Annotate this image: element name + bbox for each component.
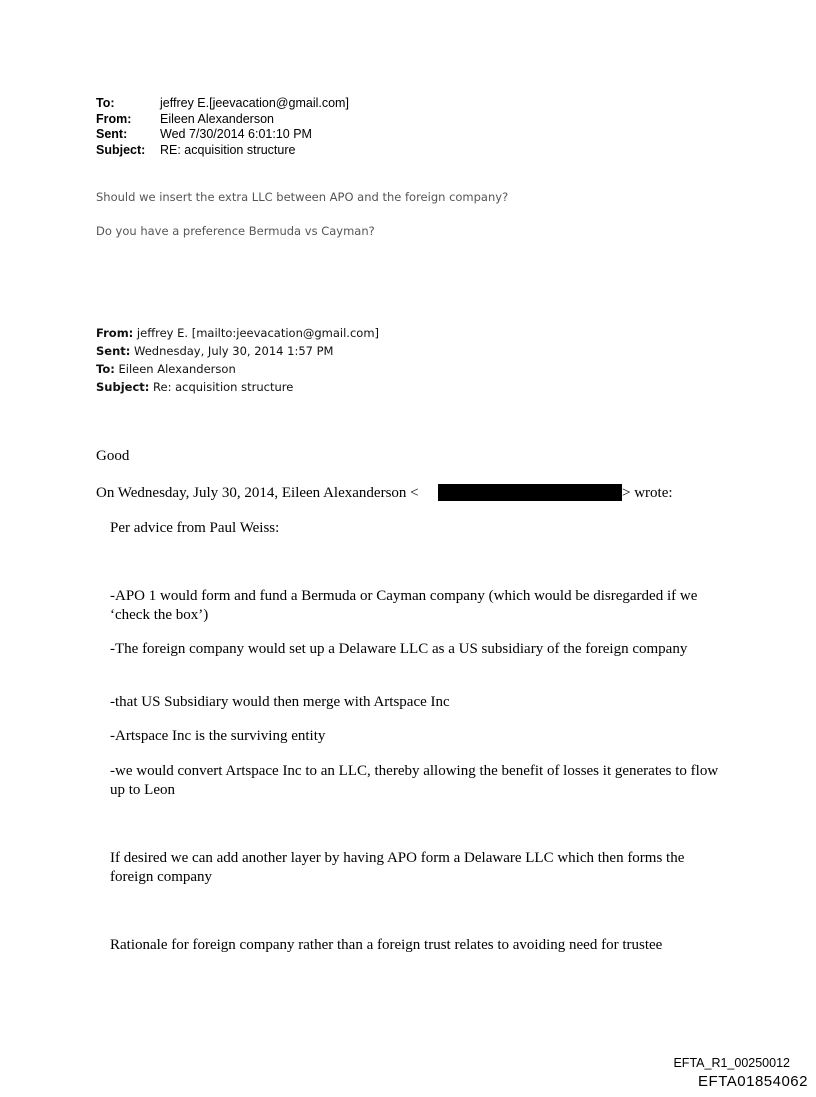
- bates-number-1: EFTA_R1_00250012: [673, 1056, 790, 1070]
- sent-value: Wed 7/30/2014 6:01:10 PM: [160, 127, 312, 141]
- quoted-sent-value: Wednesday, July 30, 2014 1:57 PM: [130, 344, 334, 358]
- from-value: Eileen Alexanderson: [160, 111, 274, 126]
- bullet-5: -we would convert Artspace Inc to an LLC, thereby allowing the benefit of losses it generates to flow up to Leon: [110, 763, 719, 798]
- bullet-2: -The foreign company would set up a Delaware LLC as a US subsidiary of the foreign company: [110, 641, 688, 657]
- subject-value: RE: acquisition structure: [160, 142, 296, 157]
- para-layer: If desired we can add another layer by having APO form a Delaware LLC which then forms the foreign company: [110, 850, 685, 885]
- to-value: jeffrey E.[jeevacation@gmail.com]: [160, 96, 349, 110]
- quoted-to-label: To:: [96, 362, 115, 376]
- good-text: Good: [96, 448, 130, 464]
- email-header: [96, 96, 496, 160]
- redaction-box: [438, 484, 622, 501]
- quoted-from-value: jeffrey E. [mailto:jeevacation@gmail.com]: [133, 326, 380, 340]
- wrote-suffix: > wrote:: [622, 485, 673, 501]
- quoted-header: [96, 324, 379, 396]
- quoted-from-line: [96, 324, 379, 342]
- bullet-3: -that US Subsidiary would then merge with Artspace Inc: [110, 694, 450, 710]
- quoted-sent-label: Sent:: [96, 344, 131, 358]
- reply-line-2: Do you have a preference Bermuda vs Cayman?: [96, 224, 375, 238]
- reply-line-1: Should we insert the extra LLC between APO and the foreign company?: [96, 190, 509, 204]
- bates-number-2: EFTA01854062: [698, 1073, 808, 1090]
- quoted-subject-label: Subject:: [96, 380, 150, 394]
- quoted-subject-line: [96, 378, 379, 396]
- quoted-subject-value: Re: acquisition structure: [149, 380, 294, 394]
- quoted-from-label: From:: [96, 326, 134, 340]
- intro-text: Per advice from Paul Weiss:: [110, 520, 280, 536]
- sent-label: Sent:: [96, 127, 128, 141]
- to-label: To:: [96, 96, 115, 110]
- para-rationale: Rationale for foreign company rather than a foreign trust relates to avoiding need for trustee: [110, 937, 663, 953]
- bullet-1: -APO 1 would form and fund a Bermuda or Cayman company (which would be disregarded if we ‘check the box’): [110, 588, 698, 623]
- wrote-prefix: On Wednesday, July 30, 2014, Eileen Alexanderson <: [96, 485, 419, 501]
- quoted-to-line: [96, 360, 379, 378]
- subject-label: Subject:: [96, 142, 146, 157]
- bullet-4: -Artspace Inc is the surviving entity: [110, 728, 326, 744]
- quoted-to-value: Eileen Alexanderson: [114, 362, 236, 376]
- from-label: From:: [96, 111, 132, 126]
- quoted-sent-line: [96, 342, 379, 360]
